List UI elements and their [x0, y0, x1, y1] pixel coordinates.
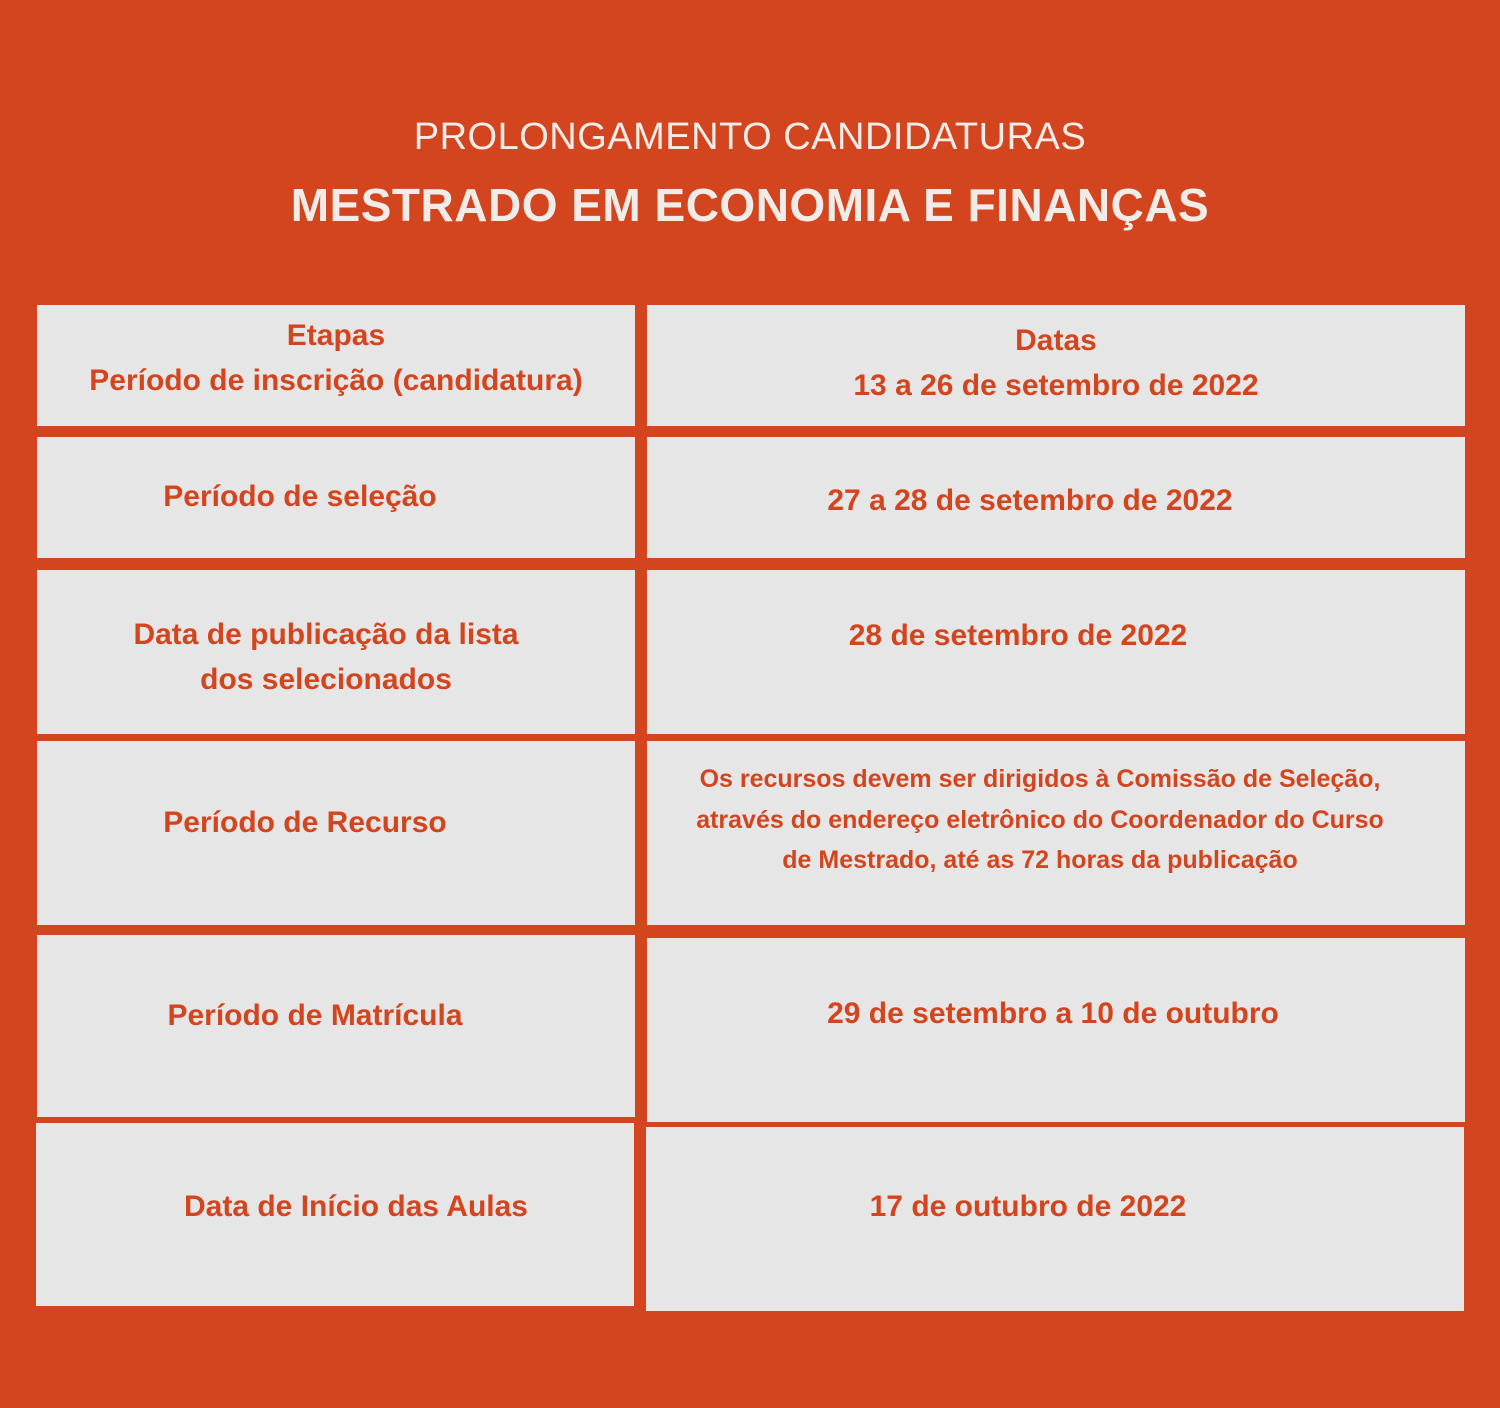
- date-cell-publication: [647, 570, 1465, 734]
- stage-cell-appeal: [37, 741, 635, 925]
- date-cell-selection: [647, 437, 1465, 558]
- stage-label: Data de publicação da lista dos selecionados: [133, 618, 519, 696]
- date-label: 28 de setembro de 2022: [848, 619, 1188, 652]
- subtitle: PROLONGAMENTO CANDIDATURAS: [413, 116, 1087, 158]
- date-cell-classes-start: [646, 1127, 1464, 1311]
- stage-cell-publication: [37, 570, 635, 734]
- date-cell-appeal: [647, 741, 1465, 925]
- date-label: Datas 13 a 26 de setembro de 2022: [853, 324, 1259, 402]
- stage-cell-enrollment: [37, 935, 635, 1117]
- stage-label: Período de seleção: [163, 480, 437, 513]
- date-label: 27 a 28 de setembro de 2022: [827, 484, 1233, 517]
- stage-cell-header: [37, 305, 635, 426]
- stage-label: Período de Recurso: [163, 806, 447, 839]
- stage-label: Período de Matrícula: [167, 999, 463, 1032]
- stage-label: Data de Início das Aulas: [184, 1190, 528, 1223]
- date-cell-enrollment: [647, 938, 1465, 1122]
- stage-cell-selection: [37, 437, 635, 558]
- date-label: 17 de outubro de 2022: [869, 1190, 1187, 1223]
- page-title: MESTRADO EM ECONOMIA E FINANÇAS: [290, 179, 1210, 231]
- stage-cell-classes-start: [36, 1123, 634, 1306]
- date-label: Os recursos devem ser dirigidos à Comissão de Seleção, através do endereço eletrônico do Coordenador do Curso de Mestrado, até as 72 horas da publicação: [696, 765, 1384, 874]
- date-cell-header: [647, 305, 1465, 426]
- date-label: 29 de setembro a 10 de outubro: [827, 997, 1279, 1030]
- stage-label: Etapas Período de inscrição (candidatura): [89, 319, 583, 397]
